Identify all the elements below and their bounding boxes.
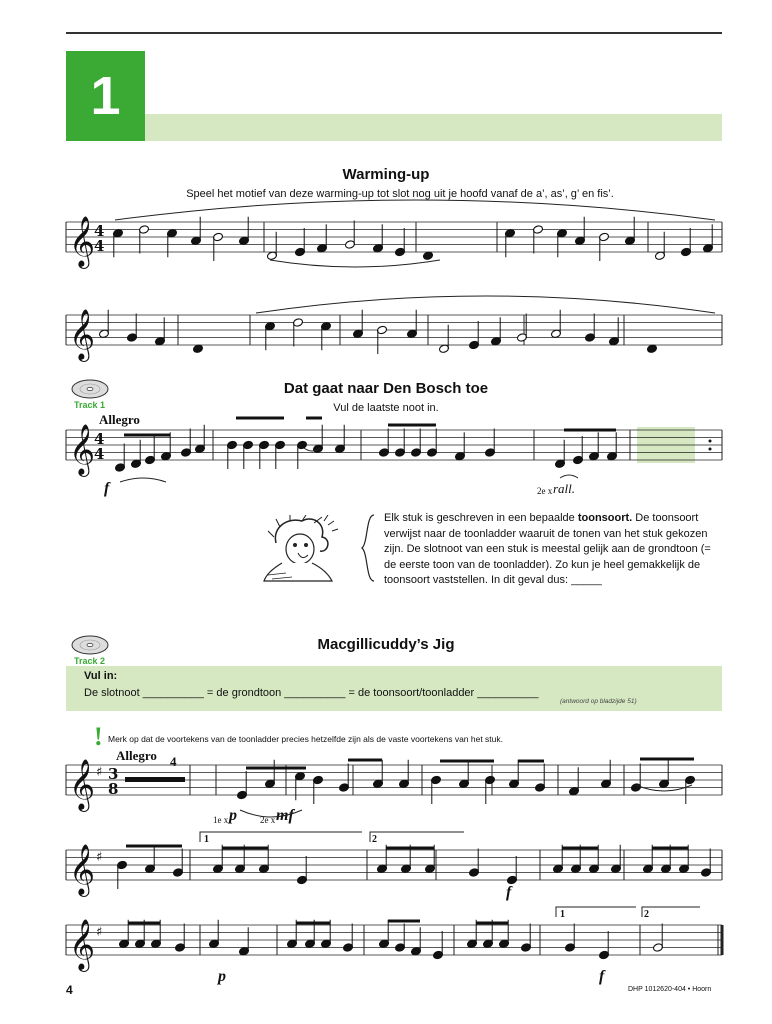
song2-note: Merk op dat de voortekens van de toonladder precies hetzelfde zijn als de vaste voortekens van het stuk. [108, 734, 504, 744]
treble-clef: 𝄞 [69, 844, 96, 895]
volta-bracket [556, 907, 636, 917]
fill-in-line: De slotnoot __________ = de grondtoon __________ = de toonsoort/toonladder __________ [84, 687, 539, 699]
song2-dyn-f: f [506, 884, 512, 901]
song2-rest-count: 4 [170, 754, 177, 769]
song2-dyn-p-2: p [218, 968, 226, 985]
song1-tempo: Allegro [99, 412, 140, 427]
song2-second-x: 2e x [260, 815, 276, 825]
time-signature-bottom: 4 [94, 445, 105, 463]
slur [560, 475, 578, 478]
track-2-label: Track 2 [74, 656, 106, 666]
song1-rall: rall. [553, 481, 576, 496]
treble-clef: 𝄞 [69, 919, 96, 970]
song2-first-x: 1e x [213, 815, 229, 825]
song1-dynamic: f [104, 480, 110, 497]
slur [240, 810, 302, 817]
song2-tempo: Allegro [116, 748, 157, 763]
volta-bracket [642, 907, 700, 917]
slur [256, 296, 715, 313]
slur [270, 260, 440, 267]
answer-hint: (antwoord op bladzijde 51) [560, 698, 637, 705]
song2-title: Macgillicuddy’s Jig [317, 636, 455, 653]
song2-dyn-f-2: f [599, 968, 605, 985]
treble-clef: 𝄞 [69, 424, 96, 475]
volta-1-label: 1 [560, 909, 565, 920]
key-sharp: ♯ [96, 925, 103, 940]
key-sharp: ♯ [96, 765, 103, 780]
warmup-instruction: Speel het motief van deze warming-up tot slot nog uit je hoofd vanaf de a’, as’, g’ en fis’. [186, 188, 614, 200]
treble-clef: 𝄞 [69, 759, 96, 810]
key-sharp: ♯ [96, 850, 103, 865]
slur [115, 200, 715, 220]
song1-instruction: Vul de laatste noot in. [333, 402, 439, 414]
time-signature-bottom: 4 [94, 237, 105, 255]
info-text: Elk stuk is geschreven in een bepaalde toonsoort. De toonsoort verwijst naar de toonladder waaruit de tonen van het stuk gekozen zijn. De slotnoot van een stuk is meestal gelijk aan de grondtoon (= de eerste toon van de toonladder). Zo kun je heel gemakkelijk de toonsoort vaststellen. In dit geval dus: _____ [384, 512, 711, 587]
treble-clef: 𝄞 [69, 216, 96, 267]
fill-in-title: Vul in: [84, 670, 118, 682]
slur [120, 478, 166, 482]
exclamation-icon: ! [94, 722, 103, 751]
time-signature-bottom: 8 [108, 780, 119, 798]
treble-clef: 𝄞 [69, 309, 96, 360]
time-signature-top: 4 [94, 222, 105, 240]
warmup-title: Warming-up [342, 166, 430, 183]
info-bold-term: toonsoort. [577, 512, 633, 524]
footer-code: DHP 1012620-404 • Hoorn [628, 986, 712, 993]
volta-bracket [200, 832, 362, 842]
page-number: 4 [66, 983, 73, 997]
song2-dyn-mf: mf [276, 807, 294, 824]
chapter-number: 1 [90, 66, 121, 126]
note-head [423, 251, 434, 261]
time-signature-top: 3 [108, 765, 119, 783]
song1-repeat-label: 2e x [537, 486, 553, 496]
time-signature-top: 4 [94, 430, 105, 448]
song1-title: Dat gaat naar Den Bosch toe [283, 380, 489, 397]
song2-dyn-p: p [229, 807, 237, 824]
repeat-dot [709, 448, 712, 451]
multi-rest [125, 777, 185, 782]
volta-2-label: 2 [372, 834, 377, 845]
volta-1-label: 1 [204, 834, 209, 845]
track-1-label: Track 1 [74, 400, 106, 410]
volta-bracket [370, 832, 464, 842]
repeat-dot [709, 440, 712, 443]
note-head [193, 344, 204, 354]
note-head [647, 344, 658, 354]
volta-2-label: 2 [644, 909, 649, 920]
